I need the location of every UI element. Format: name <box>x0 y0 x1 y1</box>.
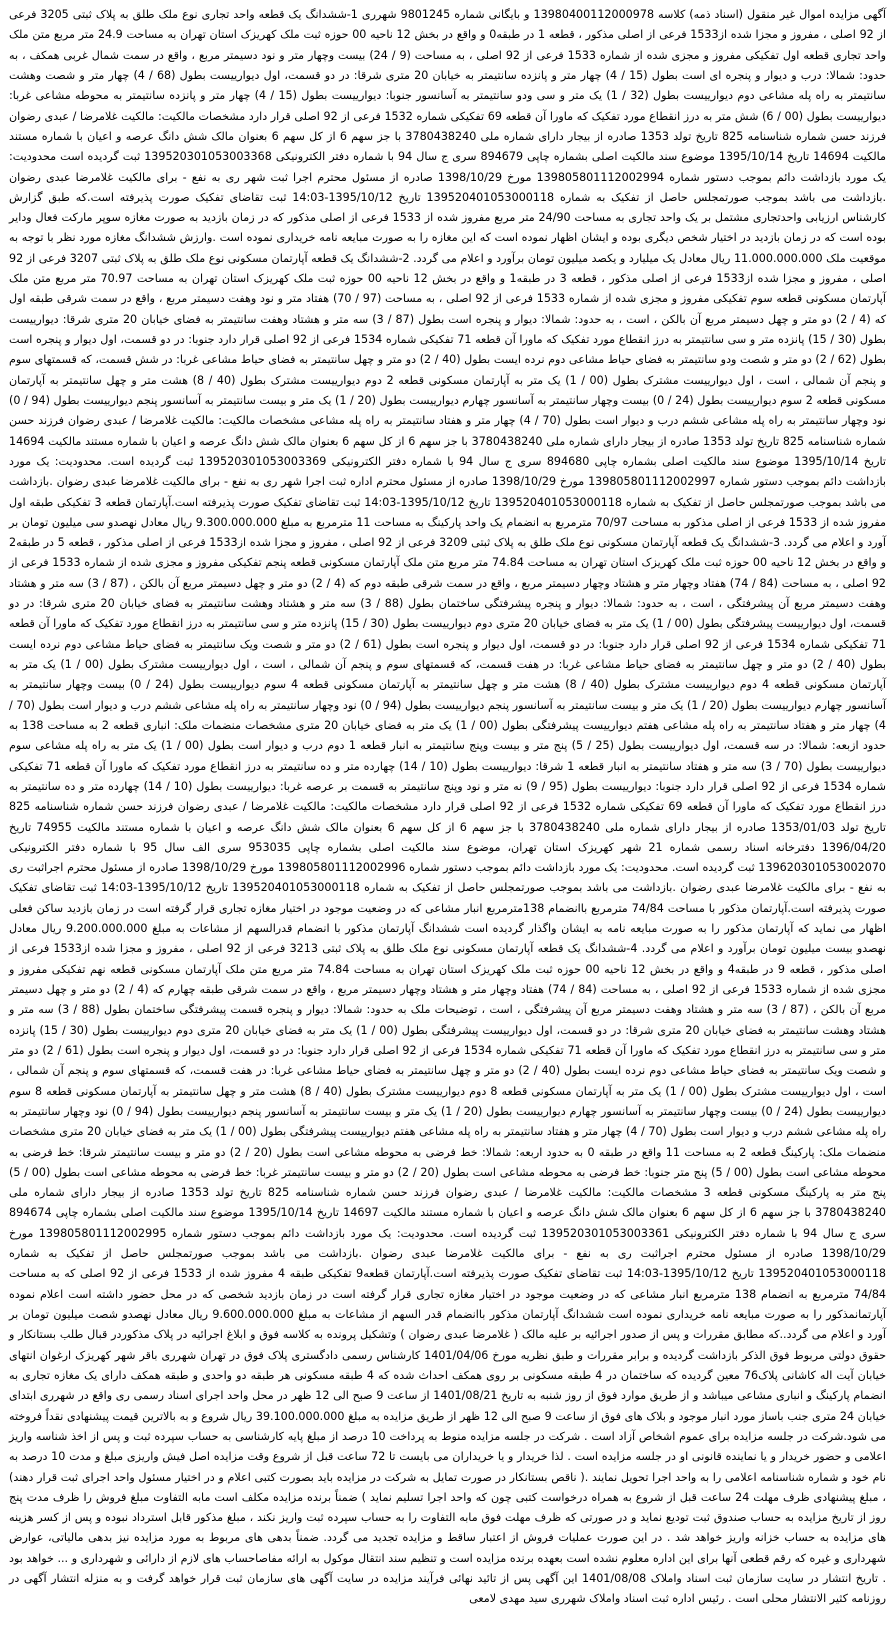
notice-body-text: آگهی مزایده اموال غیر منقول (اسناد ذمه) کلاسه 13980400112000978 و بایگانی شماره 9801245 شهرری 1-ششدانگ یک قطعه واحد تجاری نوع ملک طلق به پلاک ثبتی 3205 فرعی از 92 اصلی ، مفروز و مجزا شده از1533 فرعی از اصلی مذکور ، قطعه 1 در طبقه0 و واقع در بخش 12 ناحیه 00 حوزه ثبت ملک کهریزک استان تهران به مساحت 24.9 متر مربع متن ملک واحد تجاری قطعه اول تفکیکی مفروز و مجزی شده از شماره 1533 فرعی از 92 اصلی ، به مساحت (9 / 24) بیست وچهار متر و نود دسیمتر مربع ، واقع در سمت شمال غربی همکف ، به حدود: شمالا: درب و دیوار و پنجره ای است بطول (15 / 4) چهار متر و پانزده سانتیمتر به خیابان 20 متری شرقا: در دو قسمت، اول دیوارییست بطول (68 / 4) چهار متر و شصت وهشت سانتیمتر به راه پله مشاعی دوم دیوارییست بطول (32 / 1) یک متر و سی ودو سانتیمتر به آسانسور جنوبا: دیوارییست بطول (15 / 4) چهار متر و پانزده سانتیمتر به محوطه مشاعی غربا: دیوارییست بطول (00 / 6) شش متر به درز انقطاع مورد تفکیک که ماورا آن قطعه 69 تفکیکی شماره 1532 فرعی از 92 اصلی قرار دارد مشخصات مالکیت: مالکیت غلامرضا / عبدی رضوان فرزند حسن شماره شناسنامه 825 تاریخ تولد 1353 صادره از بیجار دارای شماره ملی 3780438240 با جز سهم 6 از کل سهم 6 بعنوان مالک شش دانگ عرصه و اعیان با شماره مستند مالکیت 14694 تاریخ 1395/10/14 موضوع سند مالکیت اصلی بشماره چاپی 894679 سری ج سال 94 با شماره دفتر الکترونیکی 139520301053003368 ثبت گردیده است محدودیت: یک مورد بازداشت دائم بموجب دستور شماره 139805801112002994 مورخ 1398/10/29 صادره از مسئول محترم اجرا ثبت شهر ری به نفع - برای مالکیت غلامرضا عبدی رضوان .بازداشت می باشد بموجب صورتمجلس حاصل از تفکیک به شماره 139520401053000118 تاریخ 1395/10/12-14:03 ثبت تقاضای تفکیک صورت پذیرفته است.که طبق گزارش کارشناس ارزیابی واحدتجاری مشتمل بر یک واحد تجاری به مساحت 24/90 متر مربع مفروز شده از 1533 فرعی از اصلی مذکور که در زمان بازدید به صورت مغازه سوپر مارکت فعال ودایر بوده است که در زمان بازدید در اختیار شخص دیگری بوده و ایشان اظهار نموده است که این مغازه را به صورت مبایعه نامه خریداری نموده است .وارزش ششدانگ مغازه مورد نظر با توجه به موقعیت ملک 11.000.000.000 ریال معادل یک میلیارد و یکصد میلیون تومان برآورد و اعلام می گردد. 2-ششدانگ یک قطعه آپارتمان مسکونی نوع ملک طلق به پلاک ثبتی 3207 فرعی از 92 اصلی ، مفروز و مجزا شده از1533 فرعی از اصلی مذکور ، قطعه 3 در طبقه1 و واقع در بخش 12 ناحیه 00 حوزه ثبت ملک کهریزک استان تهران به مساحت 70.97 متر مربع متن ملک آپارتمان مسکونی قطعه سوم تفکیکی مفروز و مجزی شده از شماره 1533 فرعی از 92 اصلی ، به مساحت (97 / 70) هفتاد متر و نود وهفت دسیمتر مربع ، واقع در سمت شرقی طبقه اول که (4 / 2) دو متر و چهل دسیمتر مربع آن بالکن ، است ، به حدود: شمالا: دیوار و پنجره است بطول (87 / 3) سه متر و هشتاد وهفت سانتیمتر به فضای خیابان 20 متری شرقا: دیوارییست بطول (30 / 15) پانزده متر و سی سانتیمتر به درز انقطاع مورد تفکیک که ماورا آن قطعه 71 تفکیکی شماره 1534 فرعی از 92 اصلی قرار دارد جنوبا: در دو قسمت، اول دیوار و پنجره است بطول (62 / 2) دو متر و شصت ودو سانتیمتر به فضای حیاط مشاعی دوم نرده ایست بطول (40 / 2) دو متر و چهل سانتیمتر به فضای حیاط مشاعی غربا: در شش قسمت، که قسمتهای سوم و پنجم آن شمالی ، است ، اول دیوارییست مشترک بطول (00 / 1) یک متر به آپارتمان مسکونی قطعه 2 دوم دیوارییست مشترک بطول (40 / 8) هشت متر و چهل سانتیمتر به آپارتمان مسکونی قطعه 2 سوم دیوارییست بطول (24 / 0) بیست وچهار سانتیمتر به آسانسور چهارم دیوارییست بطول (20 / 1) یک متر و بیست سانتیمتر به آسانسور پنجم دیوارییست بطول (94 / 0) نود وچهار سانتیمتر به راه پله مشاعی ششم درب و دیوار است بطول (70 / 4) چهار متر و هفتاد سانتیمتر به راه پله مشاعی مشخصات مالکیت: مالکیت غلامرضا / عبدی رضوان فرزند حسن شماره شناسنامه 825 تاریخ تولد 1353 صادره از بیجار دارای شماره ملی 3780438240 با جز سهم 6 از کل سهم 6 بعنوان مالک شش دانگ عرصه و اعیان با شماره مستند مالکیت 14694 تاریخ 1395/10/14 موضوع سند مالکیت اصلی بشماره چاپی 894680 سری ج سال 94 با شماره دفتر الکترونیکی 139520301053003369 ثبت گردیده است. محدودیت: یک مورد بازداشت دائم بموجب دستور شماره 139805801112002997 مورخ 1398/10/29 صادره از مسئول محترم اداره ثبت اجرا شهر ری به نفع - برای مالکیت غلامرضا عبدی رضوان .بازداشت می باشد بموجب صورتمجلس حاصل از تفکیک به شماره 139520401053000118 تاریخ 1395/10/12-14:03 ثبت تقاضای تفکیک صورت پذیرفته است.آپارتمان قطعه 3 تفکیکی طبقه اول مفروز شده از 1533 فرعی از اصلی مذکور به مساحت 70/97 مترمربع به انضمام یک واحد پارکینگ به مساحت 11 مترمربع به مبلغ 9.300.000.000 ریال معادل نهصدو سی میلیون تومان بر آورد و اعلام می گردد. 3-ششدانگ یک قطعه آپارتمان مسکونی نوع ملک طلق به پلاک ثبتی 3209 فرعی از 92 اصلی ، مفروز و مجزا شده از1533 فرعی از اصلی مذکور ، قطعه 5 در طبقه2 و واقع در بخش 12 ناحیه 00 حوزه ثبت ملک کهریزک استان تهران به مساحت 74.84 متر مربع متن ملک آپارتمان مسکونی قطعه پنجم تفکیکی مفروز و مجزی شده از شماره 1533 فرعی از 92 اصلی ، به مساحت (84 / 74) هفتاد وچهار متر و هشتاد وچهار دسیمتر مربع ، واقع در سمت شرقی طبقه دوم که (4 / 2) دو متر و چهل دسیمتر مربع آن بالکن ، (87 / 3) سه متر و هشتاد وهفت دسیمتر مربع آن پیشرفتگی ، است ، به حدود: شمالا: دیوار و پنجره پیشرفتگی ساختمان بطول (88 / 3) سه متر و هشتاد وهشت سانتیمتر به فضای خیابان 20 متری شرقا: در دو قسمت، اول دیوارییست پیشرفتگی بطول (00 / 1) یک متر به فضای خیابان 20 متری دوم دیوارییست بطول (30 / 15) پانزده متر و سی سانتیمتر به درز انقطاع مورد تفکیک که ماورا آن قطعه 71 تفکیکی شماره 1534 فرعی از 92 اصلی قرار دارد جنوبا: در دو قسمت، اول دیوار و پنجره است بطول (61 / 2) دو متر و شصت ویک سانتیمتر به فضای حیاط مشاعی دوم نرده ایست بطول (40 / 2) دو متر و چهل سانتیمتر به فضای حیاط مشاعی غربا: در هفت قسمت، که قسمتهای سوم و پنجم آن شمالی ، است ، اول دیوارییست مشترک بطول (00 / 1) یک متر به آپارتمان مسکونی قطعه 4 دوم دیوارییست مشترک بطول (40 / 8) هشت متر و چهل سانتیمتر به آپارتمان مسکونی قطعه 4 سوم دیوارییست بطول (24 / 0) بیست وچهار سانتیمتر به آسانسور چهارم دیوارییست بطول (20 / 1) یک متر و بیست سانتیمتر به آسانسور پنجم دیوارییست بطول (94 / 0) نود وچهار سانتیمتر به راه پله مشاعی ششم درب و دیوار است بطول (70 / 4) چهار متر و هفتاد سانتیمتر به راه پله مشاعی هفتم دیوارییست پیشرفتگی بطول (00 / 1) یک متر به فضای خیابان 20 متری مشخصات منضمات ملک: انباری قطعه 2 به مساحت 138 به حدود ازبعه: شمالا: در سه قسمت، اول دیوارییست بطول (25 / 5) پنج متر و بیست وپنج سانتیمتر به انبار قطعه 1 دوم درب و دیوار است بطول (00 / 1) یک متر به راه پله مشاعی سوم دیوارییست بطول (70 / 3) سه متر و هفتاد سانتیمتر به انبار قطعه 1 شرقا: دیوارییست بطول (10 / 14) چهارده متر و ده سانتیمتر به درز انقطاع مورد تفکیک که ماورا آن قطعه 71 تفکیکی شماره 1534 فرعی از 92 اصلی قرار دارد جنوبا: دیوارییست بطول (95 / 9) نه متر و نود وپنج سانتیمتر به قسمت بر عرصه غربا: دیوارییست بطول (10 / 14) چهارده متر و ده سانتیمتر به درز انقطاع مورد تفکیک که ماورا آن قطعه 69 تفکیکی شماره 1532 فرعی از 92 اصلی قرار دارد مشخصات مالکیت: مالکیت غلامرضا / عبدی رضوان فرزند حسن شماره شناسنامه 825 تاریخ تولد 1353/01/03 صادره از بیجار دارای شماره ملی 3780438240 با جز سهم 6 از کل سهم 6 بعنوان مالک شش دانگ عرصه و اعیان با شماره مستند مالکیت 74955 تاریخ 1396/04/20 دفترخانه اسناد رسمی شماره 21 شهر کهریزک استان تهران، موضوع سند مالکیت اصلی بشماره چاپی 953035 سری الف سال 95 با شماره دفتر الکترونیکی 139620301053002070 ثبت گردیده است. محدودیت: یک مورد بازداشت دائم بموجب دستور شماره 139805801112002996 مورخ 1398/10/29 صادره از مسئول محترم اجراثبت ری به نفع - برای مالکیت غلامرضا عبدی رضوان .بازداشت می باشد بموجب صورتمجلس حاصل از تفکیک به شماره 139520401053000118 تاریخ 1395/10/12-14:03 ثبت تقاضای تفکیک صورت پذیرفته است.آپارتمان مذکور با مساحت 74/84 مترمربع باانضمام 138مترمربع انبار مشاعی که در وضعیت موجود در اختیار مغازه تجاری قرار گرفته است در زمان بازدید ساکن فعلی اظهار می نماید که آپارتمان مذکور را به صورت مبایعه نامه به ایشان واگذار گردیده است ششدانگ آپارتمان مذکور با انضمام قدرالسهم از مشاعات به مبلغ 9.200.000.000 ریال معادل نهصدو بیست میلیون تومان برآورد و اعلام می گردد. 4-ششدانگ یک قطعه آپارتمان مسکونی نوع ملک طلق به پلاک ثبتی 3213 فرعی از 92 اصلی ، مفروز و مجزا شده از1533 فرعی از اصلی مذکور ، قطعه 9 در طبقه4 و واقع در بخش 12 ناحیه 00 حوزه ثبت ملک کهریزک استان تهران به مساحت 74.84 متر مربع متن ملک آپارتمان مسکونی قطعه نهم تفکیکی مفروز و مجزی شده از شماره 1533 فرعی از 92 اصلی ، به مساحت (84 / 74) هفتاد وچهار متر و هشتاد وچهار دسیمتر مربع ، واقع در سمت شرقی طبقه چهارم که (4 / 2) دو متر و چهل دسیمتر مربع آن بالکن ، (87 / 3) سه متر و هشتاد وهفت دسیمتر مربع آن پیشرفتگی ، است ، توضیحات ملک به حدود: شمالا: دیوار و پنجره قسمت پیشرفتگی ساختمان بطول (88 / 3) سه متر و هشتاد وهشت سانتیمتر به فضای خیابان 20 متری شرقا: در دو قسمت، اول دیوارییست پیشرفتگی بطول (00 / 1) یک متر به فضای خیابان 20 متری دوم دیوارییست بطول (30 / 15) پانزده متر و سی سانتیمتر به درز انقطاع مورد تفکیک که ماورا آن قطعه 71 تفکیکی شماره 1534 فرعی از 92 اصلی قرار دارد جنوبا: در دو قسمت، اول دیوار و پنجره است بطول (61 / 2) دو متر و شصت ویک سانتیمتر به فضای حیاط مشاعی دوم نرده ایست بطول (40 / 2) دو متر و چهل سانتیمتر به فضای حیاط مشاعی غربا: در هفت قسمت، که قسمتهای سوم و پنجم آن شمالی ، است ، اول دیوارییست مشترک بطول (00 / 1) یک متر به آپارتمان مسکونی قطعه 8 دوم دیوارییست مشترک بطول (40 / 8) هشت متر و چهل سانتیمتر به آپارتمان مسکونی قطعه 8 سوم دیوارییست بطول (24 / 0) بیست وچهار سانتیمتر به آسانسور چهارم دیوارییست بطول (20 / 1) یک متر و بیست سانتیمتر به آسانسور پنجم دیوارییست بطول (94 / 0) نود وچهار سانتیمتر به راه پله مشاعی ششم درب و دیوار است بطول (70 / 4) چهار متر و هفتاد سانتیمتر به راه پله مشاعی هفتم دیوارییست پیشرفتگی بطول (00 / 1) یک متر به فضای خیابان 20 متری مشخصات منضمات ملک: پارکینگ قطعه 2 به مساحت 11 واقع در طبقه 0 به حدود اربعه: شمالا: خط فرضی به محوطه مشاعی است بطول (20 / 2) دو متر و بیست سانتیمتر شرقا: خط فرضی به محوطه مشاعی است بطول (00 / 5) پنج متر جنوبا: خط فرضی به محوطه مشاعی است بطول (20 / 2) دو متر و بیست سانتیمتر غربا: خط فرضی به محوطه مشاعی است بطول (00 / 5) پنج متر به پارکینگ مسکونی قطعه 3 مشخصات مالکیت: مالکیت غلامرضا / عبدی رضوان فرزند حسن شماره شناسنامه 825 تاریخ تولد 1353 صادره از بیجار دارای شماره ملی 3780438240 با جز سهم 6 از کل سهم 6 بعنوان مالک شش دانگ عرصه و اعیان با شماره مستند مالکیت 14697 تاریخ 1395/10/14 موضوع سند مالکیت اصلی بشماره چاپی 894674 سری ج سال 94 با شماره دفتر الکترونیکی 139520301053003361 ثبت گردیده است. محدودیت: یک مورد بازداشت دائم بموجب دستور شماره 139805801112002995 مورخ 1398/10/29 صادره از مسئول محترم اجراثبت ری به نفع - برای مالکیت غلامرضا عبدی رضوان .بازداشت می باشد بموجب صورتمجلس حاصل از تفکیک به شماره 139520401053000118 تاریخ 1395/10/12-14:03 ثبت تقاضای تفکیک صورت پذیرفته است.آپارتمان قطعه9 تفکیکی طبقه 4 مفروز شده از 1533 فرعی از 92 اصلی که به مساحت 74/84 مترمربع به انضمام 138 مترمربع انبار مشاعی که در وضعیت موجود در اختیار مغازه تجاری قرار گرفته است در زمان بازدید شخصی که در محل حضور داشته است اعلام نموده آپارتمانمذکور را به صورت مبایعه نامه خریداری نموده است ششدانگ آپارتمان مذکور باانضمام قدر السهم از مشاعات به مبلغ 9.600.000.000 ریال معادل نهصدو شصت میلیون تومان بر آورد و اعلام می گردد..که مطابق مقررات و پس از صدور اجرائیه بر علیه مالک ( غلامرضا عبدی رضوان ) وتشکیل پرونده به کلاسه فوق و ابلاغ اجرائیه در پلاک مذکوردر قبال طلب بستانکار و حقوق دولتی مربوط فوق الذکر بازداشت گردیده و برابر مقررات و طبق نظریه مورخ 1401/04/06 کارشناس رسمی دادگستری پلاک فوق در تهران شهرری باقر شهر کهریزک ارغوان انتهای خیابان آیت اله کاشانی پلاک76 معین گردیده که ساختمان در 4 طبقه مسکونی بر روی همکف احداث شده که 4 طبقه مسکونی هر طبقه دو واحدی و طبقه همکف دارای یک مغازه تجاری به انضمام پارکینگ و انباری مشاعی میباشد و از طریق موارد فوق از روز شنبه به تاریخ 1401/08/21 از ساعت 9 صبح الی 12 ظهر در محل واحد اجرای اسناد رسمی ری واقع در شهرری ابتدای خیابان 24 متری جنب باساز مورد انبار موجود و بلاک های فوق از ساعت 9 صبح الی 12 ظهر از طریق مزایده به مبلغ 39.100.000.000 ریال شروع و به بالاترین قیمت پیشنهادی نقداً فروخته می شود.شرکت در جلسه مزایده برای عموم اشخاص آزاد است . شرکت در جلسه مزایده منوط به پرداخت 10 درصد از مبلغ پایه کارشناسی به حساب سپرده ثبت و پس از اخذ شناسه واریز اعلامی و حضور خریدار و یا نماینده قانونی او در جلسه مزایده است . لذا خریدار و یا خریداران می بایست تا 72 ساعت قبل از شروع وقت مزایده اصل فیش واریزی مبلغ و مدت 10 درصد به نام خود و شماره شناسنامه اعلامی را به واحد اجرا تحویل نمایند .( ناقص بستانکار در صورت تمایل به شرکت در مزایده باید بصورت کتبی اعلام و در اختیار مسئول واحد اجرای ثبت قرار دهند) ، مبلغ پیشنهادی ظرف مهلت 24 ساعت قبل از شروع به همراه درخواست کتبی چون که واحد اجرا تسلیم نماید ) ضمناً برنده مزایده مکلف است مابه التفاوت مبلغ فروش را ظرف مدت پنج روز از تاریخ مزایده به حساب صندوق ثبت تودیع نماید و در صورتی که ظرف مهلت فوق مابه التفاوت را به حساب سپرده ثبت واریز نکند ، مبلغ مذکور قابل استرداد نبوده و پس از کسر هزینه های مزایده به حساب خزانه واریز خواهد شد . در این صورت عملیات فروش از اعتبار ساقط و مزایده تجدید می گردد. ضمناً بدهی های مربوط به مورد مزایده نیز بدهی مالیاتی، عوارض شهرداری و غیره که رقم قطعی آنها برای این اداره معلوم نشده است بعهده برنده مزایده است و تنظیم سند انتقال موکول به ارائه مفاصاحساب های لازم از دارائی و شهرداری و ... خواهد بود . تاریخ انتشار در سایت سازمان ثبت اسناد واملاک 1401/08/08 این آگهی پس از تائید نهائی فرآیند مزایده در سایت آگهی های سازمان ثبت قرار خواهد گرفت و به منزله انتشار آگهی در روزنامه کثیر الانتشار محلی است . رئیس اداره ثبت اسناد واملاک شهرری سید مهدی لامعی <box>9 8 887 1606</box>
